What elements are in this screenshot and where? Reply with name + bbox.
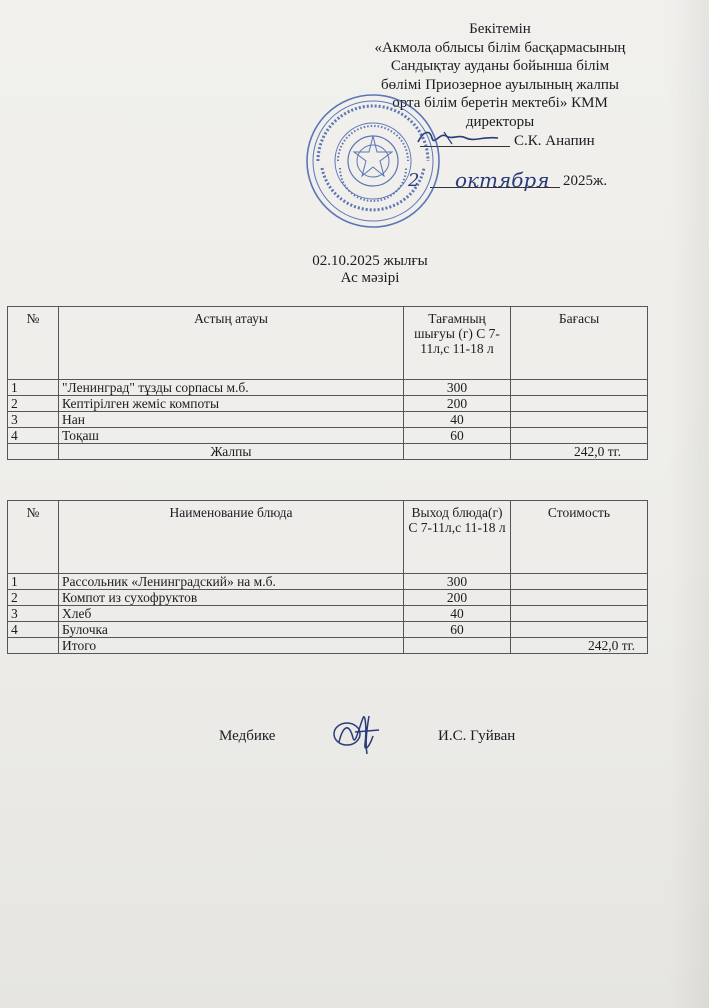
cell-number: 1 (8, 380, 59, 396)
handwritten-day: 2 (408, 170, 420, 191)
cell-portion: 200 (404, 590, 511, 606)
director-name: С.К. Анапин (514, 133, 595, 149)
cell-price (511, 412, 648, 428)
cell-price (511, 606, 648, 622)
nurse-name: И.С. Гуйван (438, 728, 516, 744)
table-row (8, 606, 648, 622)
header-dish-name: Астың атауы (59, 307, 404, 380)
approval-line: «Акмола облысы білім басқармасының (374, 39, 626, 56)
handwritten-month: октября (455, 168, 550, 192)
nurse-signature-icon (325, 708, 385, 758)
cell-dish-name: Булочка (59, 622, 404, 638)
table-row (8, 396, 648, 412)
cell-portion: 300 (404, 574, 511, 590)
cell-number: 1 (8, 574, 59, 590)
menu-table-kazakh (7, 306, 648, 460)
header-portion: Выход блюда(г) С 7-11л,с 11-18 л (404, 501, 511, 574)
table-header-row (8, 307, 648, 380)
cell-portion: 200 (404, 396, 511, 412)
cell-number: 2 (8, 590, 59, 606)
menu-date: 02.10.2025 жылғы (312, 253, 428, 269)
header-price: Стоимость (511, 501, 648, 574)
total-value: 242,0 тг. (511, 638, 648, 654)
table-row (8, 428, 648, 444)
header-number: № (8, 501, 59, 574)
table-row (8, 412, 648, 428)
table-header-row (8, 501, 648, 574)
header-number: № (8, 307, 59, 380)
cell-empty (8, 444, 59, 460)
cell-number: 2 (8, 396, 59, 412)
cell-price (511, 396, 648, 412)
approval-line: Бекітемін (469, 21, 531, 37)
cell-number: 4 (8, 428, 59, 444)
cell-price (511, 574, 648, 590)
cell-dish-name: Хлеб (59, 606, 404, 622)
cell-dish-name: Компот из сухофруктов (59, 590, 404, 606)
approval-line: Сандықтау ауданы бойынша білім (390, 58, 610, 74)
cell-number: 3 (8, 412, 59, 428)
total-label: Итого (59, 638, 404, 654)
total-value: 242,0 тг. (511, 444, 648, 460)
table-row (8, 380, 648, 396)
cell-dish-name: "Ленинград" тұзды сорпасы м.б. (59, 380, 404, 396)
table-total-row (8, 638, 648, 654)
cell-dish-name: Рассольник «Ленинградский» на м.б. (59, 574, 404, 590)
cell-price (511, 380, 648, 396)
cell-price (511, 622, 648, 638)
menu-heading (230, 253, 510, 287)
menu-title: Ас мәзірі (340, 270, 400, 286)
approval-line: директоры (465, 113, 535, 130)
total-label: Жалпы (59, 444, 404, 460)
cell-dish-name: Нан (59, 412, 404, 428)
header-dish-name: Наименование блюда (59, 501, 404, 574)
cell-price (511, 428, 648, 444)
table-row (8, 590, 648, 606)
page-edge-shadow (669, 0, 709, 1008)
cell-portion: 60 (404, 428, 511, 444)
table-row (8, 574, 648, 590)
approval-line: орта білім беретін мектебі» КММ (392, 95, 608, 111)
cell-dish-name: Тоқаш (59, 428, 404, 444)
cell-number: 3 (8, 606, 59, 622)
cell-portion: 40 (404, 606, 511, 622)
header-portion: Тағамның шығуы (г) С 7-11л,с 11-18 л (404, 307, 511, 380)
header-price: Бағасы (511, 307, 648, 380)
table-row (8, 622, 648, 638)
cell-number: 4 (8, 622, 59, 638)
table-total-row (8, 444, 648, 460)
cell-empty (404, 638, 511, 654)
cell-empty (8, 638, 59, 654)
cell-portion: 40 (404, 412, 511, 428)
date-year: 2025ж. (563, 173, 608, 189)
cell-dish-name: Кептірілген жеміс компоты (59, 396, 404, 412)
nurse-label: Медбике (219, 728, 276, 744)
cell-portion: 60 (404, 622, 511, 638)
cell-portion: 300 (404, 380, 511, 396)
cell-empty (404, 444, 511, 460)
cell-price (511, 590, 648, 606)
approval-line: бөлімі Приозерное ауылының жалпы (381, 76, 619, 93)
menu-table-russian (7, 500, 648, 654)
official-stamp-icon (304, 92, 442, 230)
